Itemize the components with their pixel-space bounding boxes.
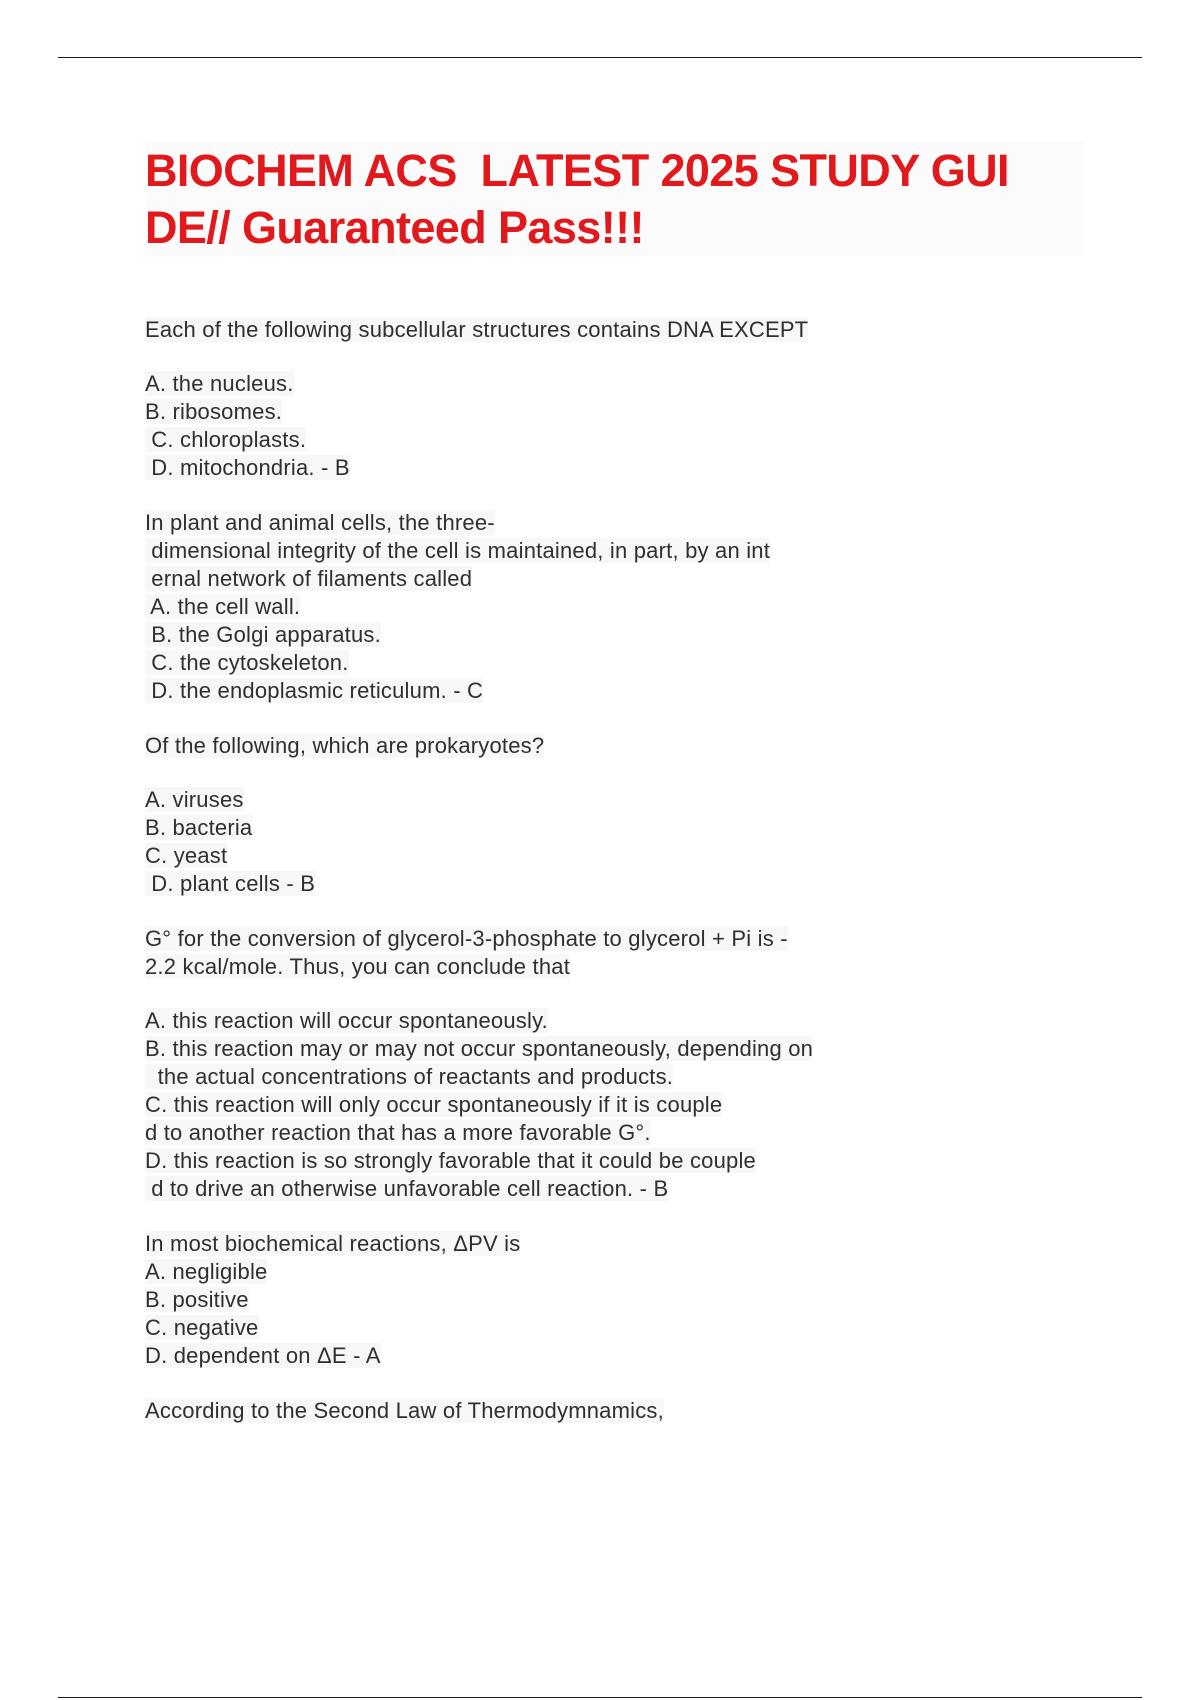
document-title <box>145 142 1085 256</box>
answer-option: C. chloroplasts. <box>145 427 307 452</box>
answer-option: B. this reaction may or may not occur spontaneously, depending on <box>145 1036 814 1061</box>
answer-option: B. the Golgi apparatus. <box>145 622 381 647</box>
question-block <box>145 732 1045 898</box>
question-block <box>145 925 1045 1203</box>
answer-option: C. yeast <box>145 843 228 868</box>
answer-option: the actual concentrations of reactants and products. <box>145 1064 674 1089</box>
question-stem: According to the Second Law of Thermodymnamics, <box>145 1398 664 1423</box>
question-stem: Each of the following subcellular structures contains DNA EXCEPT <box>145 317 809 342</box>
bottom-rule <box>58 1697 1142 1698</box>
answer-option: B. bacteria <box>145 815 253 840</box>
answer-option: D. mitochondria. - B <box>145 455 350 480</box>
question-block <box>145 1230 1045 1370</box>
question-stem: Of the following, which are prokaryotes? <box>145 733 545 758</box>
title-line: DE// Guaranteed Pass!!! <box>145 199 1085 256</box>
question-block <box>145 1397 1045 1425</box>
answer-option: D. the endoplasmic reticulum. - C <box>145 678 484 703</box>
answer-option: B. positive <box>145 1287 249 1312</box>
answer-option: A. the cell wall. <box>145 594 301 619</box>
answer-option: D. this reaction is so strongly favorable that it could be couple <box>145 1148 756 1173</box>
question-block <box>145 509 1045 705</box>
answer-option: C. negative <box>145 1315 259 1340</box>
answer-option: d to drive an otherwise unfavorable cell reaction. - B <box>145 1176 669 1201</box>
answer-option: D. dependent on ΔE - A <box>145 1343 381 1368</box>
title-line: BIOCHEM ACS LATEST 2025 STUDY GUI <box>145 142 1085 199</box>
answer-option: D. plant cells - B <box>145 871 316 896</box>
question-stem: ernal network of filaments called <box>145 566 473 591</box>
question-stem: In most biochemical reactions, ΔPV is <box>145 1231 521 1256</box>
question-block <box>145 316 1045 482</box>
question-stem: 2.2 kcal/mole. Thus, you can conclude that <box>145 954 571 979</box>
answer-option: C. this reaction will only occur spontaneously if it is couple <box>145 1092 723 1117</box>
answer-option: C. the cytoskeleton. <box>145 650 349 675</box>
question-stem: dimensional integrity of the cell is maintained, in part, by an int <box>145 538 771 563</box>
answer-option: A. viruses <box>145 787 244 812</box>
answer-option: A. the nucleus. <box>145 371 294 396</box>
question-list <box>145 316 1045 1425</box>
top-rule <box>58 57 1142 58</box>
answer-option: A. this reaction will occur spontaneously. <box>145 1008 548 1033</box>
question-stem: In plant and animal cells, the three- <box>145 510 495 535</box>
answer-option: d to another reaction that has a more favorable G°. <box>145 1120 651 1145</box>
answer-option: B. ribosomes. <box>145 399 283 424</box>
question-stem: G° for the conversion of glycerol-3-phosphate to glycerol + Pi is - <box>145 926 788 951</box>
answer-option: A. negligible <box>145 1259 268 1284</box>
